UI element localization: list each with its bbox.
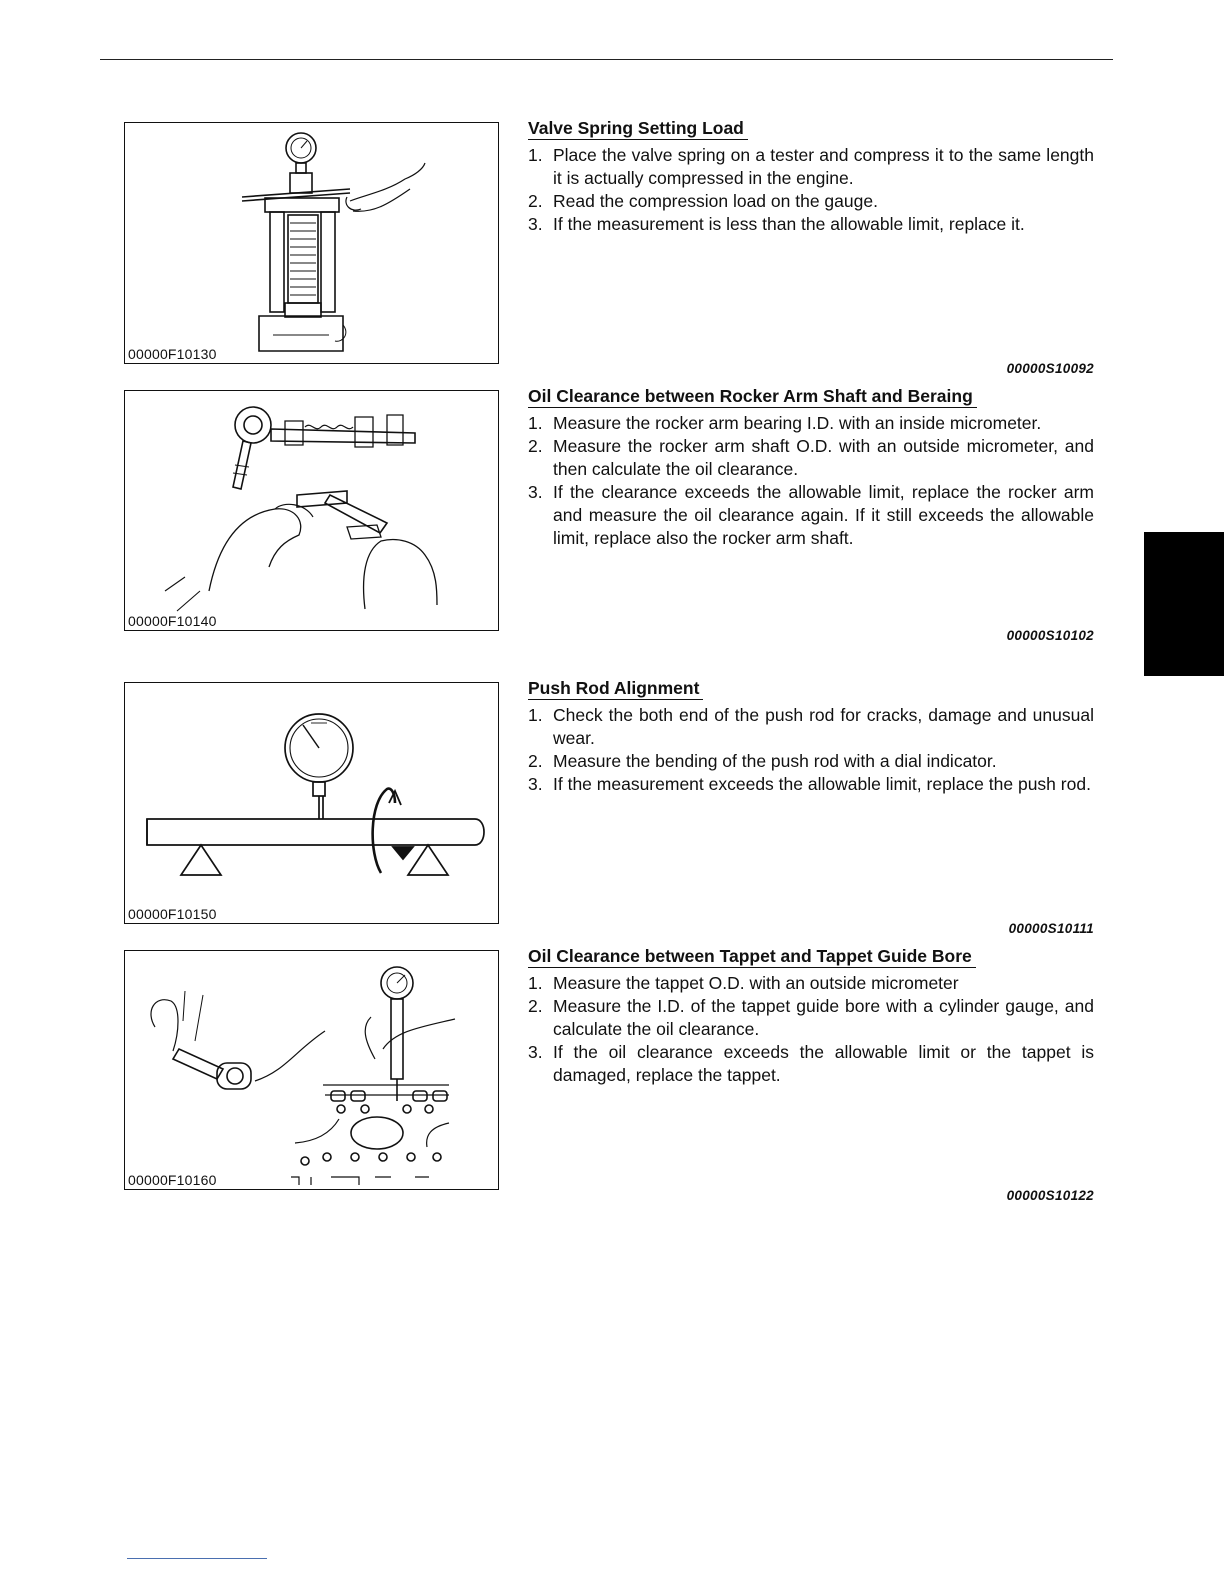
- list-item: 1. Measure the rocker arm bearing I.D. with an inside micrometer.: [528, 413, 1042, 433]
- section-title: Valve Spring Setting Load: [528, 117, 748, 140]
- section-title: Oil Clearance between Tappet and Tappet Guide Bore: [528, 945, 976, 968]
- steps-list: [528, 144, 1094, 236]
- list-item: 1. Check the both end of the push rod for cracks, damage and unusual wear.: [528, 705, 1094, 748]
- figure-rocker-arm-micrometer: [124, 390, 499, 631]
- steps-list: [528, 412, 1094, 550]
- list-item: 2. Measure the I.D. of the tappet guide bore with a cylinder gauge, and calculate the oil clearance.: [528, 996, 1094, 1039]
- section-code: 00000S10122: [1006, 1188, 1094, 1203]
- list-item: 3. If the oil clearance exceeds the allowable limit or the tappet is damaged, replace the tappet.: [528, 1042, 1094, 1085]
- section-rocker-arm-oil-clearance: [528, 385, 1094, 550]
- valve-spring-tester-illustration: [125, 123, 497, 363]
- list-item: 3. If the measurement exceeds the allowable limit, replace the push rod.: [528, 774, 1091, 794]
- list-item: 3. If the measurement is less than the allowable limit, replace it.: [528, 214, 1025, 234]
- figure-code: 00000F10160: [128, 1172, 217, 1188]
- section-title: Oil Clearance between Rocker Arm Shaft and Beraing: [528, 385, 977, 408]
- tappet-cylinder-gauge-illustration: [125, 951, 499, 1189]
- footer-rule: [127, 1558, 267, 1559]
- section-push-rod-alignment: [528, 677, 1094, 796]
- figure-code: 00000F10130: [128, 346, 217, 362]
- section-valve-spring-setting-load: [528, 117, 1094, 236]
- steps-list: [528, 972, 1094, 1087]
- figure-valve-spring-tester: [124, 122, 499, 364]
- rocker-arm-micrometer-illustration: [125, 391, 497, 630]
- push-rod-dial-indicator-illustration: [125, 683, 497, 923]
- section-code: 00000S10111: [1008, 921, 1094, 936]
- section-thumb-tab: [1144, 532, 1224, 676]
- list-item: 2. Measure the bending of the push rod with a dial indicator.: [528, 751, 997, 771]
- list-item: 3. If the clearance exceeds the allowable limit, replace the rocker arm and measure the oil clearance again. If it still exceeds the allowable limit, replace also the rocker arm shaft.: [528, 482, 1094, 548]
- figure-code: 00000F10150: [128, 906, 217, 922]
- figure-code: 00000F10140: [128, 613, 217, 629]
- section-code: 00000S10092: [1006, 361, 1094, 376]
- list-item: 2. Measure the rocker arm shaft O.D. with an outside micrometer, and then calculate the oil clearance.: [528, 436, 1094, 479]
- section-tappet-oil-clearance: [528, 945, 1094, 1087]
- list-item: 2. Read the compression load on the gauge.: [528, 191, 878, 211]
- steps-list: [528, 704, 1094, 796]
- figure-push-rod-alignment: [124, 682, 499, 924]
- list-item: 1. Measure the tappet O.D. with an outside micrometer: [528, 973, 959, 993]
- section-title: Push Rod Alignment: [528, 677, 703, 700]
- list-item: 1. Place the valve spring on a tester and compress it to the same length it is actually compressed in the engine.: [528, 145, 1094, 188]
- header-rule: [100, 59, 1113, 60]
- figure-tappet-guide-bore: [124, 950, 499, 1190]
- section-code: 00000S10102: [1006, 628, 1094, 643]
